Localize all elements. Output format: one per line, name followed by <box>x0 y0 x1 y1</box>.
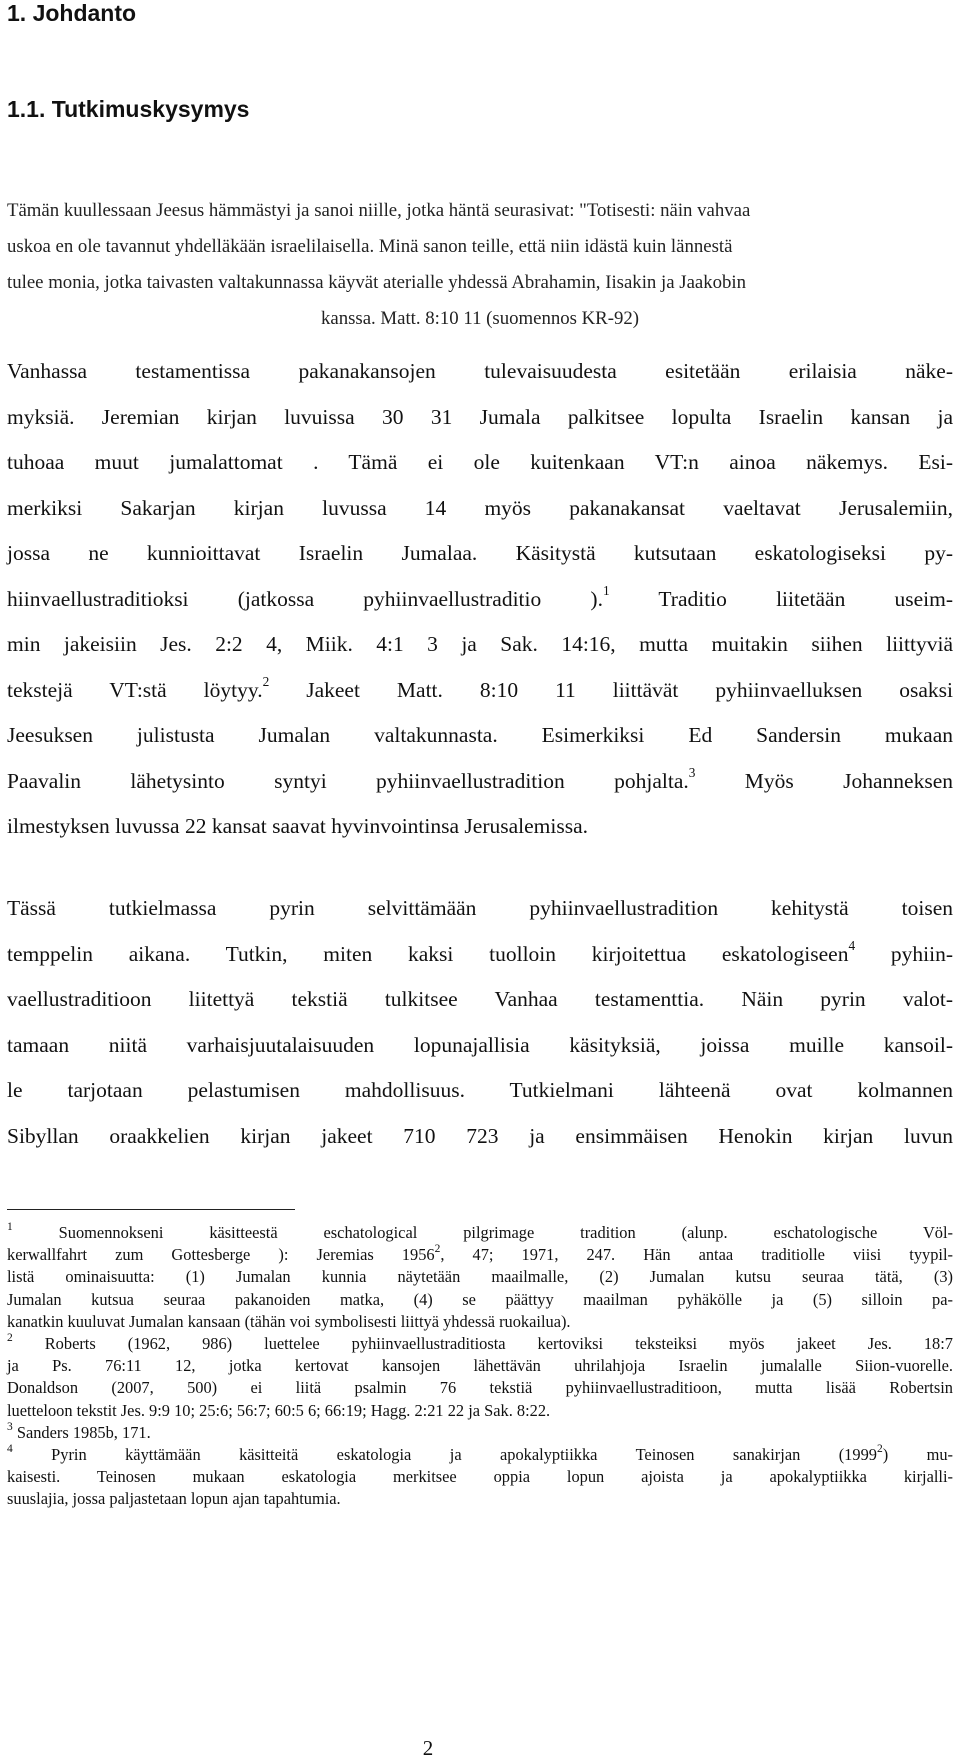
footnote-ref-1[interactable]: 1 <box>602 583 610 599</box>
text-segment: Traditio liitetään useim- <box>609 586 954 611</box>
footnote-text: , 47; 1971, 247. Hän antaa traditiolle viisi tyypil- <box>440 1245 953 1265</box>
text-line: Sibyllan oraakkelien kirjan jakeet 710 723 ja ensimmäisen Henokin kirjan luvun <box>7 1123 953 1148</box>
footnote-text: ) mu- <box>882 1445 953 1465</box>
footnote-2 <box>7 1333 953 1355</box>
footnote-line <box>7 1244 953 1266</box>
footnote-line: listä ominaisuutta: (1) Jumalan kunnia näytetään maailmalle, (2) Jumalan kutsu seuraa tätä, (3) <box>7 1267 953 1287</box>
footnote-1 <box>7 1222 953 1244</box>
block-quote <box>7 193 953 337</box>
footnote-line: suuslajia, jossa paljastetaan lopun ajan tapahtumia. <box>7 1489 341 1509</box>
footnote-line: Jumalan kutsua seuraa pakanoiden matka, (4) se päättyy maailman pyhäkölle ja (5) silloin pa- <box>7 1289 953 1309</box>
page-number: 2 <box>422 1736 434 1760</box>
text-line <box>7 759 953 805</box>
footnote-line: ja Ps. 76:11 12, jotka kertovat kansojen lähettävän uhrilahjoja Israelin jumalalle Siion-vuorelle. <box>7 1356 953 1376</box>
section-heading: 1.1. Tutkimuskysymys <box>7 96 250 122</box>
footnote-number: 3 <box>7 1420 13 1433</box>
footnote-text: kerwallfahrt zum Gottesberge ): Jeremias 1956 <box>7 1245 435 1265</box>
text-segment: hiinvaellustraditioksi (jatkossa pyhiinvaellustraditio ). <box>7 586 603 611</box>
footnote-ref-2[interactable]: 2 <box>262 674 270 690</box>
text-line: min jakeisiin Jes. 2:2 4, Miik. 4:1 3 ja Sak. 14:16, mutta muitakin siihen liittyviä <box>7 632 953 656</box>
paragraph-1 <box>7 349 953 850</box>
footnote-text: Suomennokseni käsitteestä eschatological pilgrimage tradition (alunp. eschatologische Völ- <box>12 1223 953 1242</box>
footnote-line: Donaldson (2007, 500) ei liitä psalmin 76 tekstiä pyhiinvaellustraditioon, mutta lisää Robertsin <box>7 1378 953 1398</box>
footnote-number: 4 <box>7 1442 13 1455</box>
footnote-text: Pyrin käyttämään käsitteitä eskatologia ja apokalyptiikka Teinosen sanakirjan (1999 <box>12 1445 877 1465</box>
footnote-number: 2 <box>7 1331 13 1344</box>
footnote-text: Roberts (1962, 986) luettelee pyhiinvaellustraditiosta kertoviksi teksteiksi myös jakeet Jes. 18:7 <box>12 1334 953 1354</box>
edition-superscript: 2 <box>434 1243 441 1256</box>
quote-line: tulee monia, jotka taivasten valtakunnassa käyvät aterialle yhdessä Abrahamin, Iisakin ja Jaakobin <box>7 272 747 293</box>
footnotes <box>7 1222 953 1511</box>
footnote-line: kanatkin kuuluvat Jumalan kansaan (tähän voi symbolisesti liittyä yhdessä ruokailua). <box>7 1311 571 1331</box>
edition-superscript: 2 <box>876 1442 883 1455</box>
text-segment: pyhiin- <box>855 941 954 966</box>
text-line: Tässä tutkielmassa pyrin selvittämään pyhiinvaellustradition kehitystä toisen <box>7 896 953 920</box>
text-segment: Myös Johanneksen <box>695 768 953 793</box>
text-line: Jeesuksen julistusta Jumalan valtakunnasta. Esimerkiksi Ed Sandersin mukaan <box>7 723 953 747</box>
footnote-line: luetteloon tekstit Jes. 9:9 10; 25:6; 56:7; 60:5 6; 66:19; Hagg. 2:21 22 ja Sak. 8:22. <box>7 1400 551 1420</box>
text-line <box>7 668 953 714</box>
text-segment: Paavalin lähetysinto syntyi pyhiinvaellustradition pohjalta. <box>7 768 689 793</box>
text-line: tamaan niitä varhaisjuutalaisuuden lopunajallisia käsityksiä, joissa muille kansoil- <box>7 1032 953 1057</box>
quote-line: Tämän kuullessaan Jeesus hämmästyi ja sanoi niille, jotka häntä seurasivat: "Totisesti: näin vahvaa <box>7 200 751 221</box>
text-line: tuhoaa muut jumalattomat . Tämä ei ole kuitenkaan VT:n ainoa näkemys. Esi- <box>7 450 953 474</box>
footnote-line: kaisesti. Teinosen mukaan eskatologia merkitsee oppia lopun ajoista ja apokalyptiikka kirjalli- <box>7 1467 953 1487</box>
chapter-heading: 1. Johdanto <box>7 0 137 26</box>
text-line: jossa ne kunnioittavat Israelin Jumalaa. Käsitystä kutsutaan eskatologiseksi py- <box>7 541 953 565</box>
footnote-ref-3[interactable]: 3 <box>688 765 696 781</box>
quote-line: kanssa. Matt. 8:10 11 (suomennos KR-92) <box>320 308 640 329</box>
footnote-divider <box>7 1209 295 1210</box>
text-line <box>7 932 953 978</box>
text-segment: Jakeet Matt. 8:10 11 liittävät pyhiinvaelluksen osaksi <box>269 677 953 702</box>
footnote-text: Sanders 1985b, 171. <box>12 1422 151 1442</box>
text-line: le tarjotaan pelastumisen mahdollisuus. Tutkielmani lähteenä ovat kolmannen <box>7 1078 953 1102</box>
text-segment: temppelin aikana. Tutkin, miten kaksi tuolloin kirjoitettua eskatologiseen <box>7 941 849 966</box>
text-line: Vanhassa testamentissa pakanakansojen tulevaisuudesta esitetään erilaisia näke- <box>7 359 953 383</box>
paragraph-2 <box>7 886 953 1159</box>
footnote-number: 1 <box>7 1220 13 1233</box>
footnote-3 <box>7 1422 953 1444</box>
footnote-4 <box>7 1444 953 1466</box>
text-line: myksiä. Jeremian kirjan luvuissa 30 31 Jumala palkitsee lopulta Israelin kansan ja <box>7 404 953 429</box>
footnote-ref-4[interactable]: 4 <box>848 938 856 954</box>
text-line: ilmestyksen luvussa 22 kansat saavat hyvinvointinsa Jerusalemissa. <box>7 814 589 838</box>
text-line: merkiksi Sakarjan kirjan luvussa 14 myös pakanakansat vaeltavat Jerusalemiin, <box>7 495 953 520</box>
quote-line: uskoa en ole tavannut yhdelläkään israelilaisella. Minä sanon teille, että niin idästä kuin lännestä <box>7 236 733 257</box>
text-segment: tekstejä VT:stä löytyy. <box>7 677 263 702</box>
text-line <box>7 577 953 623</box>
text-line: vaellustraditioon liitettyä tekstiä tulkitsee Vanhaa testamenttia. Näin pyrin valot- <box>7 987 953 1011</box>
